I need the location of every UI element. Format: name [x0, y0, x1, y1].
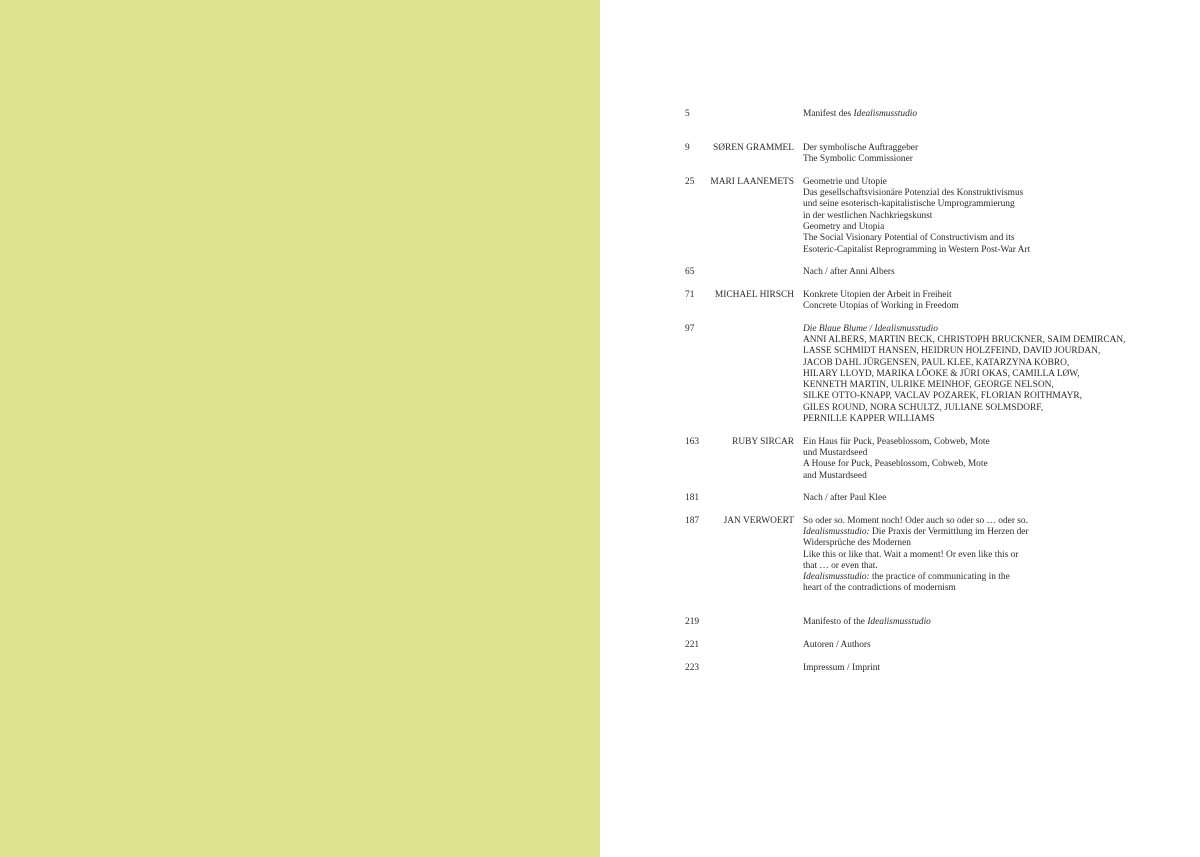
toc-author: SØREN GRAMMEL: [713, 142, 794, 153]
toc-page-number: 25: [685, 176, 695, 187]
toc-title-line: [803, 143, 1195, 154]
toc-title-line: [803, 267, 1195, 278]
toc-titles: [803, 640, 1195, 651]
toc-entry: [685, 324, 1195, 426]
right-page: [600, 0, 1200, 857]
toc-page-number: 71: [685, 289, 695, 300]
toc-page-number: 9: [685, 142, 690, 153]
toc-title-line: [803, 527, 1195, 538]
toc-title-line: [803, 233, 1195, 244]
toc-titles: [803, 267, 1195, 278]
toc-title-line: [803, 346, 1195, 357]
toc-title-line: [803, 403, 1195, 414]
toc-entry: [685, 109, 1195, 120]
toc-title-segment: PERNILLE KAPPER WILLIAMS: [803, 414, 935, 425]
toc-title-line: [803, 640, 1195, 651]
toc-entry: [685, 437, 1195, 482]
toc-title-segment: Esoteric-Capitalist Reprogramming in Western Post-War Art: [803, 244, 1031, 255]
toc-title-line: [803, 222, 1195, 233]
toc-title-segment: KENNETH MARTIN, ULRIKE MEINHOF, GEORGE NELSON,: [803, 380, 1054, 391]
toc-title-segment: Nach / after Paul Klee: [803, 493, 887, 504]
toc-title-segment: und seine esoterisch-kapitalistische Umprogrammierung: [803, 199, 1015, 210]
toc-page-number: 163: [685, 436, 700, 447]
toc-titles: [803, 663, 1195, 674]
toc-title-segment: Die Praxis der Vermittlung im Herzen der: [869, 526, 1029, 537]
toc-title-segment: The Symbolic Commissioner: [803, 154, 913, 165]
toc-title-line: [803, 335, 1195, 346]
toc-entry: [685, 516, 1195, 595]
toc-title-segment: A House for Puck, Peaseblossom, Cobweb, Mote: [803, 459, 988, 470]
toc-author: MARI LAANEMETS: [710, 176, 794, 187]
toc-title-segment: und Mustardseed: [803, 447, 868, 458]
toc-title-line: [803, 493, 1195, 504]
toc-title-line: [803, 290, 1195, 301]
toc-entry: [685, 663, 1195, 674]
table-of-contents: [685, 109, 1195, 685]
toc-title-segment: and Mustardseed: [803, 470, 867, 481]
toc-title-line: [803, 516, 1195, 527]
toc-titles: [803, 290, 1195, 313]
toc-title-segment: SILKE OTTO-KNAPP, VACLAV POZAREK, FLORIAN ROITHMAYR,: [803, 391, 1083, 402]
toc-title-segment: Manifest des: [803, 109, 854, 119]
toc-title-segment: Autoren / Authors: [803, 639, 871, 650]
toc-titles: [803, 143, 1195, 166]
toc-title-line: [803, 245, 1195, 256]
toc-title-segment: Ein Haus für Puck, Peaseblossom, Cobweb, Mote: [803, 436, 990, 447]
toc-entry: [685, 143, 1195, 166]
toc-title-line: [803, 583, 1195, 594]
toc-title-segment: Idealismusstudio:: [803, 526, 870, 537]
toc-title-line: [803, 380, 1195, 391]
toc-title-segment: HILARY LLOYD, MARIKA LÕOKE & JÜRI OKAS, CAMILLA LØW,: [803, 368, 1080, 379]
toc-title-line: [803, 109, 1195, 120]
toc-title-line: [803, 211, 1195, 222]
toc-page-number: 219: [685, 617, 700, 628]
toc-page-number: 5: [685, 109, 690, 119]
toc-title-line: [803, 324, 1195, 335]
toc-entry: [685, 493, 1195, 504]
toc-page-number: 97: [685, 323, 695, 334]
toc-title-segment: Geometry and Utopia: [803, 221, 885, 232]
toc-title-line: [803, 301, 1195, 312]
toc-author: JAN VERWOERT: [723, 515, 794, 526]
toc-page-number: 221: [685, 639, 700, 650]
toc-title-segment: So oder so. Moment noch! Oder auch so oder so … oder so.: [803, 515, 1028, 526]
toc-title-line: [803, 437, 1195, 448]
toc-title-segment: that … or even that.: [803, 560, 878, 571]
toc-title-segment: Idealismusstudio:: [803, 572, 870, 583]
toc-title-segment: the practice of communicating in the: [869, 572, 1010, 583]
toc-titles: [803, 437, 1195, 482]
toc-title-line: [803, 471, 1195, 482]
toc-title-segment: Der symbolische Auftraggeber: [803, 142, 919, 153]
toc-page-number: 187: [685, 515, 700, 526]
toc-author: MICHAEL HIRSCH: [714, 289, 794, 300]
toc-entry: [685, 177, 1195, 256]
toc-titles: [803, 493, 1195, 504]
toc-title-segment: in der westlichen Nachkriegskunst: [803, 210, 933, 221]
toc-titles: [803, 177, 1195, 256]
toc-titles: [803, 109, 1195, 120]
toc-title-line: [803, 177, 1195, 188]
toc-title-line: [803, 391, 1195, 402]
toc-title-line: [803, 414, 1195, 425]
toc-title-segment: Widersprüche des Modernen: [803, 538, 911, 549]
toc-title-segment: Idealismusstudio: [867, 617, 931, 628]
toc-page-number: 181: [685, 493, 700, 504]
toc-title-line: [803, 561, 1195, 572]
toc-title-segment: Das gesellschaftsvisionäre Potenzial des Konstruktivismus: [803, 188, 1024, 199]
toc-entry: [685, 617, 1195, 628]
toc-title-line: [803, 199, 1195, 210]
toc-entry: [685, 290, 1195, 313]
toc-title-segment: heart of the contradictions of modernism: [803, 583, 956, 594]
toc-title-line: [803, 550, 1195, 561]
toc-title-segment: Like this or like that. Wait a moment! Or even like this or: [803, 549, 1019, 560]
toc-title-segment: JACOB DAHL JÜRGENSEN, PAUL KLEE, KATARZYNA KOBRO,: [803, 357, 1070, 368]
toc-title-segment: Idealismusstudio: [853, 109, 918, 119]
toc-title-line: [803, 617, 1195, 628]
toc-title-line: [803, 154, 1195, 165]
toc-title-line: [803, 663, 1195, 674]
toc-title-segment: ANNI ALBERS, MARTIN BECK, CHRISTOPH BRUCKNER, SAIM DEMIRCAN,: [803, 334, 1126, 345]
toc-title-segment: Geometrie und Utopie: [803, 176, 887, 187]
toc-title-segment: Concrete Utopias of Working in Freedom: [803, 301, 959, 312]
toc-title-segment: Konkrete Utopien der Arbeit in Freiheit: [803, 289, 952, 300]
toc-title-segment: Die Blaue Blume / Idealismusstudio: [803, 323, 938, 334]
toc-title-line: [803, 369, 1195, 380]
toc-title-segment: Nach / after Anni Albers: [803, 267, 895, 278]
toc-title-line: [803, 459, 1195, 470]
toc-author: RUBY SIRCAR: [732, 436, 794, 447]
toc-title-segment: The Social Visionary Potential of Constructivism and its: [803, 233, 1015, 244]
toc-titles: [803, 516, 1195, 595]
toc-title-line: [803, 188, 1195, 199]
toc-title-segment: GILES ROUND, NORA SCHULTZ, JULIANE SOLMSDORF,: [803, 402, 1044, 413]
toc-entry: [685, 640, 1195, 651]
toc-title-line: [803, 538, 1195, 549]
toc-title-line: [803, 448, 1195, 459]
toc-entry: [685, 267, 1195, 278]
toc-page-number: 65: [685, 267, 695, 278]
toc-title-line: [803, 572, 1195, 583]
toc-title-segment: Impressum / Imprint: [803, 662, 881, 673]
toc-titles: [803, 324, 1195, 426]
toc-title-line: [803, 358, 1195, 369]
toc-titles: [803, 617, 1195, 628]
toc-title-segment: Manifesto of the: [803, 617, 868, 628]
toc-title-segment: LASSE SCHMIDT HANSEN, HEIDRUN HOLZFEIND, DAVID JOURDAN,: [803, 346, 1101, 357]
toc-page-number: 223: [685, 662, 700, 673]
